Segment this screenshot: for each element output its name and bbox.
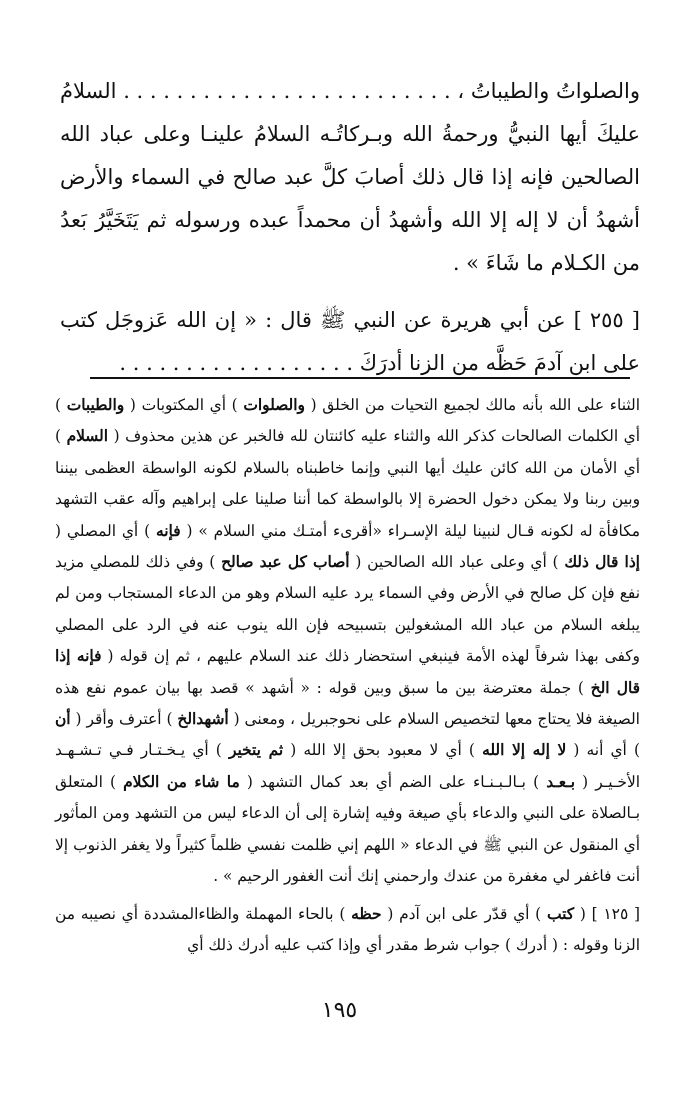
commentary — [55, 390, 640, 961]
note-text: ) بالحاء المهملة والظاءالمشددة أي نصيبه من الزنا وقوله : ( أدرك ) جواب شرط مقدر أي وإذا كتب عليه أدرك ذلك أي — [55, 904, 640, 954]
note-keyword: ما شاء من الكلام — [123, 772, 240, 791]
note-text: ) أي أنه ( — [573, 741, 640, 760]
main-paragraph-1: والصلواتُ والطيباتُ ، . . . . . . . . . . . . . . . . . . . . . . . . . السلامُ عليكَ أيها النبيُّ ورحمةُ الله وبـركاتُـه السلامُ علينـا وعلى عباد الله الصالحين فإنه إذا قال ذلك أصابَ كلَّ عبد صالح في السماء والأرض أشهدُ أن لا إله إلا الله وأشهدُ أن محمداً عبده ورسوله ثم يَتَخَيَّرُ بَعدُ من الكـلام ما شَاءَ » . — [60, 79, 640, 275]
note-text: الثناء على الله بأنه مالك لجميع التحيات من الخلق ( — [310, 396, 640, 414]
note-keyword: حظه — [351, 904, 382, 923]
page-number: ١٩٥ — [321, 998, 358, 1023]
main-paragraph-2: [ ٢٥٥ ] عن أبي هريرة عن النبي ﷺ قال : « إن الله عَزوجَل كتب على ابن آدمَ حَظَّه من الزنا أدرَكَ . . . . . . . . . . . . . . . . . . — [60, 308, 640, 375]
note-text: ) أي المكتوبات ( — [129, 396, 238, 414]
note-text: ) وفي ذلك للمصلي مزيد نفع فإن كل صالح في الأرض وفي السماء يرد عليه السلام وهو من الدعاء المستجاب ومن لم يبلغه السلام من عباد الله المشغولين بتسبيحه فإن الله ينوب عنه في الرد على المصلي وكفى بهذا شرفاً لهذه الأمة فينبغي استحضار ذلك عند السلام عليهم ، ثم إن قوله ( — [55, 553, 640, 666]
note-keyword: فإنه — [155, 521, 181, 540]
note-text: ) بـالـبـنـاء على الضم أي بعد كمال التشهد ( — [246, 772, 540, 791]
note-keyword: أن — [55, 710, 71, 729]
note-keyword: أصاب كل عبد صالح — [221, 553, 350, 572]
note-text: ) أي لا معبود بحق إلا الله ( — [290, 741, 475, 760]
note-keyword: أشهدالخ — [177, 710, 229, 729]
note-text: ) أي وعلى عباد الله الصالحين ( — [355, 553, 559, 572]
note-text: ) أي الأمان من الله كائن عليك أيها النبي وإنما خاطبناه بالسلام لكونه الواسطة العظمى بيننا وبين ربنا ولا يمكن دخول الحضرة إلا بالواسطة كما أننا صلينا على إبراهيم وآله عقب التشهد مكافأة له لكونه قـال لنبينا ليلة الإسـراء «أقرىء أمتـك مني السلام » ( — [55, 427, 640, 540]
commentary-paragraph-2 — [55, 899, 640, 962]
main-text — [60, 70, 640, 385]
note-text: ) أي قدّر على ابن آدم ( — [387, 904, 542, 923]
note-keyword: والصلوات — [243, 396, 305, 414]
commentary-paragraph-1 — [55, 390, 640, 893]
note-keyword: بـعـد — [546, 772, 576, 791]
note-keyword: فإنه إذا قال الخ — [55, 647, 640, 697]
note-keyword: ثم يتخير — [228, 741, 284, 760]
note-text: [ ١٢٥ ] ( — [579, 904, 640, 923]
note-text: ) أي يـخـتـار فـي تـشـهـد الأخـيـر ( — [55, 741, 640, 791]
note-text: ) أعترف وأقر ( — [75, 710, 173, 729]
note-keyword: والطيبات — [66, 396, 125, 414]
note-keyword: السلام — [66, 427, 108, 446]
note-keyword: كتب — [546, 904, 575, 923]
note-text: ) جملة معترضة بين ما سبق وبين قوله : « أشهد » قصد بها بيان عموم نفع هذه الصيغة فلا يحتاج معها لتخصيص السلام على نحوجبريل ، ومعنى ( — [55, 678, 640, 729]
note-text: ) أي المصلي ( — [55, 521, 151, 540]
note-text: ) أي الكلمات الصالحات كذكر الله والثناء عليه كائنتان لله فالخبر عن هذين محذوف ( — [55, 396, 640, 446]
note-keyword: إذا قال ذلك — [564, 553, 640, 572]
footnote-separator — [90, 377, 630, 379]
note-text: ) المتعلق بـالصلاة على النبي والدعاء بأي صيغة وفيه إشارة إلى أن الدعاء ليس من التشهد ومن المأثور أي المنقول عن النبي ﷺ في الدعاء « اللهم إني ظلمت نفسي ظلماً كثيراً ولا يغفر الذنوب إلا أنت فاغفر لي مغفرة من عندك وارحمني إنك أنت الغفور الرحيم » . — [55, 772, 640, 886]
note-keyword: لا إله إلا الله — [482, 741, 567, 760]
